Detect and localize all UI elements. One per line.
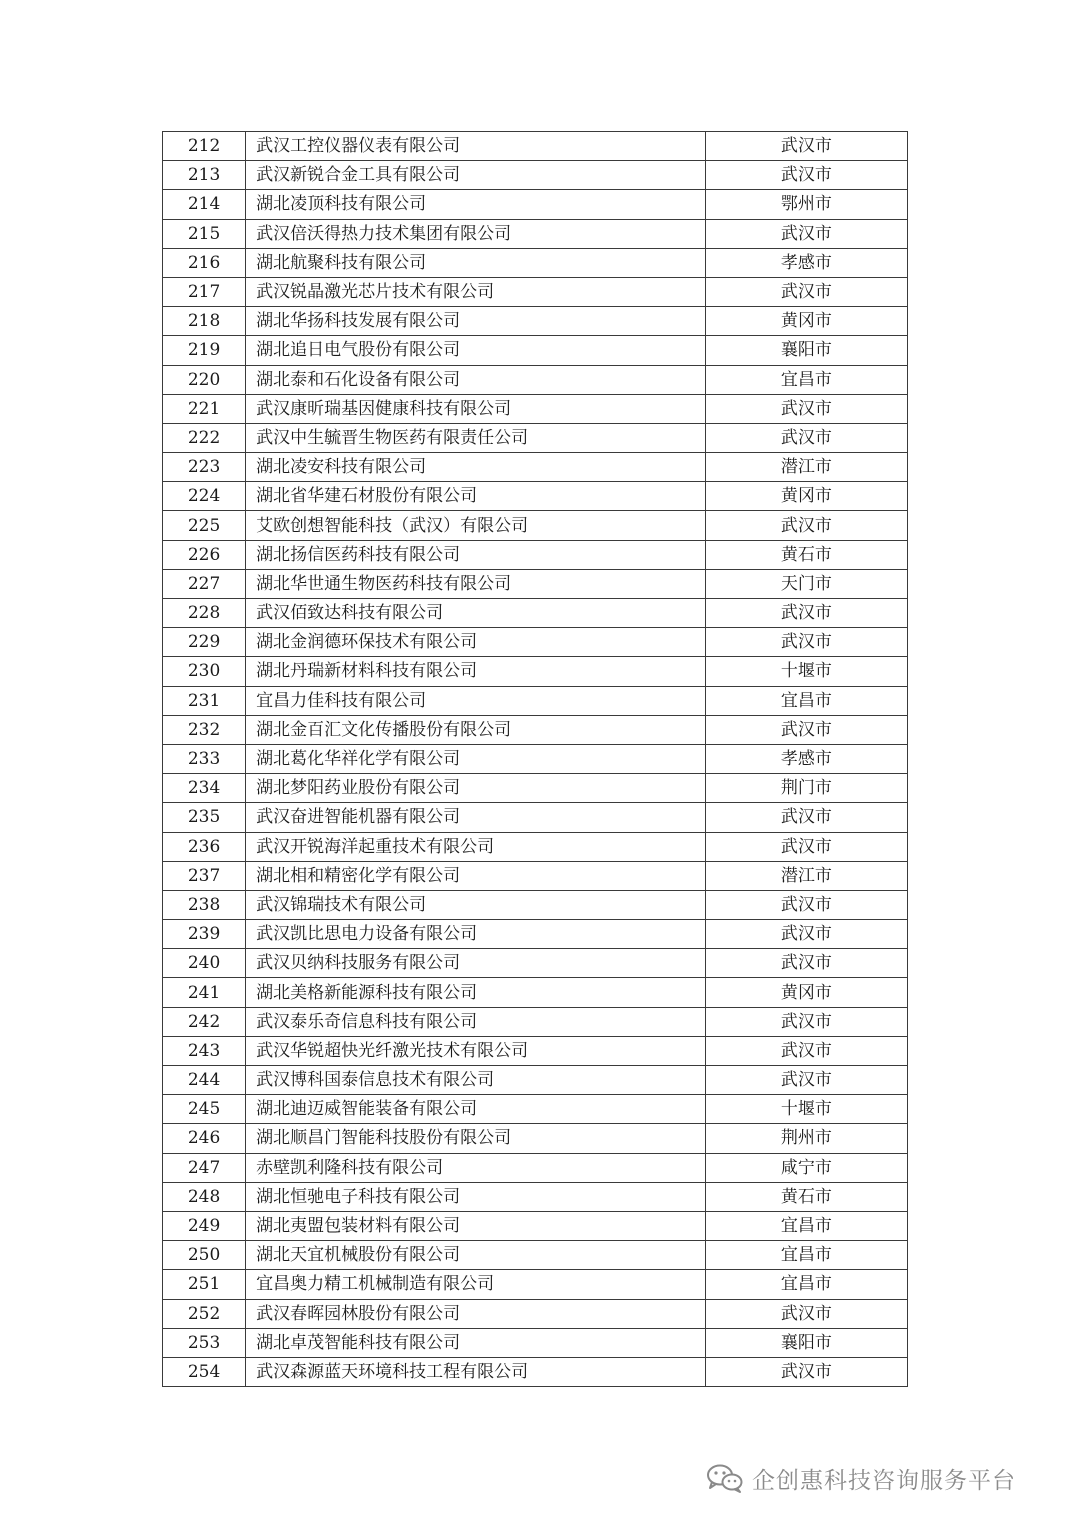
row-number-cell: 233 xyxy=(163,744,246,773)
city-cell: 武汉市 xyxy=(705,832,907,861)
company-name-cell: 武汉中生毓晋生物医药有限责任公司 xyxy=(246,423,706,452)
company-name-cell: 湖北夷盟包装材料有限公司 xyxy=(246,1211,706,1240)
table-row xyxy=(163,394,908,423)
city-cell: 武汉市 xyxy=(705,132,907,161)
row-number-cell: 244 xyxy=(163,1066,246,1095)
row-number-cell: 241 xyxy=(163,978,246,1007)
table-row xyxy=(163,365,908,394)
company-name-cell: 武汉新锐合金工具有限公司 xyxy=(246,161,706,190)
table-row xyxy=(163,307,908,336)
row-number-cell: 235 xyxy=(163,803,246,832)
city-cell: 襄阳市 xyxy=(705,336,907,365)
table-row xyxy=(163,1299,908,1328)
company-name-cell: 湖北华扬科技发展有限公司 xyxy=(246,307,706,336)
city-cell: 武汉市 xyxy=(705,1007,907,1036)
table-row xyxy=(163,1036,908,1065)
table-row xyxy=(163,1241,908,1270)
row-number-cell: 243 xyxy=(163,1036,246,1065)
company-name-cell: 湖北丹瑞新材料科技有限公司 xyxy=(246,657,706,686)
company-name-cell: 湖北航聚科技有限公司 xyxy=(246,248,706,277)
city-cell: 武汉市 xyxy=(705,715,907,744)
row-number-cell: 234 xyxy=(163,774,246,803)
company-name-cell: 武汉华锐超快光纤激光技术有限公司 xyxy=(246,1036,706,1065)
company-name-cell: 武汉贝纳科技服务有限公司 xyxy=(246,949,706,978)
company-name-cell: 湖北泰和石化设备有限公司 xyxy=(246,365,706,394)
company-name-cell: 湖北省华建石材股份有限公司 xyxy=(246,482,706,511)
row-number-cell: 223 xyxy=(163,453,246,482)
table-row xyxy=(163,453,908,482)
row-number-cell: 230 xyxy=(163,657,246,686)
table-row xyxy=(163,861,908,890)
table-row xyxy=(163,1124,908,1153)
city-cell: 潜江市 xyxy=(705,861,907,890)
row-number-cell: 212 xyxy=(163,132,246,161)
city-cell: 武汉市 xyxy=(705,1357,907,1386)
table-row xyxy=(163,1007,908,1036)
city-cell: 襄阳市 xyxy=(705,1328,907,1357)
row-number-cell: 249 xyxy=(163,1211,246,1240)
table-row xyxy=(163,1066,908,1095)
table-row xyxy=(163,511,908,540)
company-name-cell: 湖北顺昌门智能科技股份有限公司 xyxy=(246,1124,706,1153)
row-number-cell: 246 xyxy=(163,1124,246,1153)
table-row xyxy=(163,1211,908,1240)
company-name-cell: 湖北梦阳药业股份有限公司 xyxy=(246,774,706,803)
row-number-cell: 232 xyxy=(163,715,246,744)
table-row xyxy=(163,774,908,803)
table-row xyxy=(163,132,908,161)
city-cell: 宜昌市 xyxy=(705,1211,907,1240)
city-cell: 武汉市 xyxy=(705,1299,907,1328)
table-row xyxy=(163,715,908,744)
table-row xyxy=(163,832,908,861)
city-cell: 武汉市 xyxy=(705,1066,907,1095)
company-name-cell: 赤壁凯利隆科技有限公司 xyxy=(246,1153,706,1182)
row-number-cell: 229 xyxy=(163,628,246,657)
watermark xyxy=(706,1462,1016,1494)
table-row xyxy=(163,803,908,832)
row-number-cell: 226 xyxy=(163,540,246,569)
company-name-cell: 湖北金润德环保技术有限公司 xyxy=(246,628,706,657)
city-cell: 荆门市 xyxy=(705,774,907,803)
company-name-cell: 湖北追日电气股份有限公司 xyxy=(246,336,706,365)
table-row xyxy=(163,277,908,306)
city-cell: 武汉市 xyxy=(705,423,907,452)
company-name-cell: 武汉佰致达科技有限公司 xyxy=(246,599,706,628)
table-row xyxy=(163,219,908,248)
company-name-cell: 湖北恒驰电子科技有限公司 xyxy=(246,1182,706,1211)
row-number-cell: 220 xyxy=(163,365,246,394)
city-cell: 黄冈市 xyxy=(705,307,907,336)
table-row xyxy=(163,1182,908,1211)
company-name-cell: 艾欧创想智能科技（武汉）有限公司 xyxy=(246,511,706,540)
city-cell: 黄冈市 xyxy=(705,978,907,1007)
row-number-cell: 236 xyxy=(163,832,246,861)
city-cell: 武汉市 xyxy=(705,394,907,423)
company-name-cell: 武汉春晖园林股份有限公司 xyxy=(246,1299,706,1328)
table-row xyxy=(163,190,908,219)
row-number-cell: 245 xyxy=(163,1095,246,1124)
row-number-cell: 254 xyxy=(163,1357,246,1386)
table-row xyxy=(163,599,908,628)
city-cell: 武汉市 xyxy=(705,599,907,628)
row-number-cell: 224 xyxy=(163,482,246,511)
city-cell: 黄石市 xyxy=(705,1182,907,1211)
watermark-text: 企创惠科技咨询服务平台 xyxy=(752,1467,1016,1494)
table-row xyxy=(163,1270,908,1299)
table-row xyxy=(163,1095,908,1124)
company-name-cell: 湖北相和精密化学有限公司 xyxy=(246,861,706,890)
city-cell: 十堰市 xyxy=(705,1095,907,1124)
company-name-cell: 宜昌力佳科技有限公司 xyxy=(246,686,706,715)
company-name-cell: 湖北美格新能源科技有限公司 xyxy=(246,978,706,1007)
company-name-cell: 武汉凯比思电力设备有限公司 xyxy=(246,920,706,949)
city-cell: 武汉市 xyxy=(705,219,907,248)
city-cell: 十堰市 xyxy=(705,657,907,686)
city-cell: 武汉市 xyxy=(705,161,907,190)
city-cell: 宜昌市 xyxy=(705,1241,907,1270)
city-cell: 武汉市 xyxy=(705,628,907,657)
row-number-cell: 216 xyxy=(163,248,246,277)
company-name-cell: 武汉泰乐奇信息科技有限公司 xyxy=(246,1007,706,1036)
row-number-cell: 228 xyxy=(163,599,246,628)
city-cell: 武汉市 xyxy=(705,890,907,919)
row-number-cell: 242 xyxy=(163,1007,246,1036)
company-name-cell: 湖北天宜机械股份有限公司 xyxy=(246,1241,706,1270)
row-number-cell: 250 xyxy=(163,1241,246,1270)
city-cell: 孝感市 xyxy=(705,744,907,773)
row-number-cell: 227 xyxy=(163,569,246,598)
table-row xyxy=(163,628,908,657)
company-name-cell: 武汉康昕瑞基因健康科技有限公司 xyxy=(246,394,706,423)
company-name-cell: 武汉锐晶激光芯片技术有限公司 xyxy=(246,277,706,306)
city-cell: 黄石市 xyxy=(705,540,907,569)
city-cell: 武汉市 xyxy=(705,949,907,978)
company-name-cell: 武汉奋进智能机器有限公司 xyxy=(246,803,706,832)
table-row xyxy=(163,336,908,365)
table-row xyxy=(163,248,908,277)
table-row xyxy=(163,540,908,569)
row-number-cell: 221 xyxy=(163,394,246,423)
table-row xyxy=(163,657,908,686)
table-row xyxy=(163,1153,908,1182)
company-name-cell: 武汉倍沃得热力技术集团有限公司 xyxy=(246,219,706,248)
table-row xyxy=(163,482,908,511)
company-name-cell: 湖北金百汇文化传播股份有限公司 xyxy=(246,715,706,744)
company-name-cell: 湖北凌顶科技有限公司 xyxy=(246,190,706,219)
city-cell: 武汉市 xyxy=(705,277,907,306)
company-name-cell: 湖北扬信医药科技有限公司 xyxy=(246,540,706,569)
table-row xyxy=(163,949,908,978)
row-number-cell: 248 xyxy=(163,1182,246,1211)
city-cell: 宜昌市 xyxy=(705,686,907,715)
row-number-cell: 231 xyxy=(163,686,246,715)
city-cell: 宜昌市 xyxy=(705,365,907,394)
city-cell: 鄂州市 xyxy=(705,190,907,219)
city-cell: 潜江市 xyxy=(705,453,907,482)
table-row xyxy=(163,920,908,949)
table-row xyxy=(163,1357,908,1386)
row-number-cell: 225 xyxy=(163,511,246,540)
row-number-cell: 239 xyxy=(163,920,246,949)
row-number-cell: 213 xyxy=(163,161,246,190)
row-number-cell: 238 xyxy=(163,890,246,919)
city-cell: 武汉市 xyxy=(705,803,907,832)
row-number-cell: 252 xyxy=(163,1299,246,1328)
row-number-cell: 251 xyxy=(163,1270,246,1299)
company-name-cell: 湖北葛化华祥化学有限公司 xyxy=(246,744,706,773)
row-number-cell: 247 xyxy=(163,1153,246,1182)
company-name-cell: 武汉锦瑞技术有限公司 xyxy=(246,890,706,919)
table-row xyxy=(163,161,908,190)
company-name-cell: 宜昌奥力精工机械制造有限公司 xyxy=(246,1270,706,1299)
row-number-cell: 237 xyxy=(163,861,246,890)
table-row xyxy=(163,423,908,452)
table-row xyxy=(163,686,908,715)
city-cell: 宜昌市 xyxy=(705,1270,907,1299)
company-name-cell: 武汉博科国泰信息技术有限公司 xyxy=(246,1066,706,1095)
company-name-cell: 湖北卓茂智能科技有限公司 xyxy=(246,1328,706,1357)
company-name-cell: 武汉开锐海洋起重技术有限公司 xyxy=(246,832,706,861)
city-cell: 武汉市 xyxy=(705,511,907,540)
row-number-cell: 218 xyxy=(163,307,246,336)
row-number-cell: 219 xyxy=(163,336,246,365)
city-cell: 咸宁市 xyxy=(705,1153,907,1182)
row-number-cell: 217 xyxy=(163,277,246,306)
row-number-cell: 215 xyxy=(163,219,246,248)
company-name-cell: 湖北凌安科技有限公司 xyxy=(246,453,706,482)
city-cell: 武汉市 xyxy=(705,1036,907,1065)
wechat-icon xyxy=(706,1463,744,1493)
city-cell: 武汉市 xyxy=(705,920,907,949)
company-name-cell: 湖北华世通生物医药科技有限公司 xyxy=(246,569,706,598)
table-row xyxy=(163,890,908,919)
city-cell: 荆州市 xyxy=(705,1124,907,1153)
table-row xyxy=(163,744,908,773)
table-row xyxy=(163,1328,908,1357)
company-list-table xyxy=(162,131,908,1387)
table-body xyxy=(163,132,908,1387)
company-name-cell: 武汉森源蓝天环境科技工程有限公司 xyxy=(246,1357,706,1386)
city-cell: 孝感市 xyxy=(705,248,907,277)
table-row xyxy=(163,569,908,598)
company-name-cell: 武汉工控仪器仪表有限公司 xyxy=(246,132,706,161)
row-number-cell: 240 xyxy=(163,949,246,978)
row-number-cell: 222 xyxy=(163,423,246,452)
company-name-cell: 湖北迪迈威智能装备有限公司 xyxy=(246,1095,706,1124)
table-row xyxy=(163,978,908,1007)
city-cell: 天门市 xyxy=(705,569,907,598)
row-number-cell: 214 xyxy=(163,190,246,219)
city-cell: 黄冈市 xyxy=(705,482,907,511)
row-number-cell: 253 xyxy=(163,1328,246,1357)
